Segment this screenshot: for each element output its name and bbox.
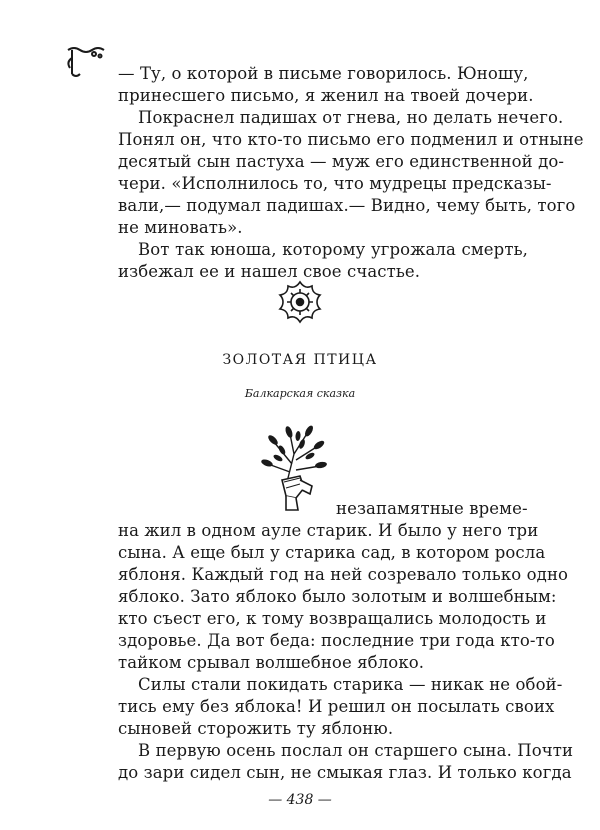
text-line: кто съест его, к тому возвращались молодость и [118, 609, 547, 628]
rosette-ornament-icon [274, 279, 326, 325]
text-line: тись ему без яблока! И решил он посылать своих [118, 697, 555, 716]
text-line: сына. А еще был у старика сад, в котором росла [118, 543, 546, 562]
story-title: ЗОЛОТАЯ ПТИЦА [222, 352, 378, 368]
text-line: вали,— подумал падишах.— Видно, чему быть, того [118, 196, 576, 215]
text-line: здоровье. Да вот беда: последние три года кто-то [118, 631, 555, 650]
text-line: избежал ее и нашел свое счастье. [118, 262, 421, 281]
text-line: Покраснел падишах от гнева, но делать нечего. [138, 108, 564, 127]
corner-ornament-icon [60, 44, 108, 80]
text-line: Силы стали покидать старика — никак не обой- [138, 675, 563, 694]
text-line: яблоня. Каждый год на ней созревало только одно [118, 565, 569, 584]
drop-cap-branch-illustration-icon [256, 424, 336, 514]
text-line: на жил в одном ауле старик. И было у него три [118, 521, 539, 540]
text-line: В первую осень послал он старшего сына. Почти [138, 741, 574, 760]
text-line: чери. «Исполнилось то, что мудрецы предсказы- [118, 174, 552, 193]
text-line: десятый сын пастуха — муж его единственной до- [118, 152, 565, 171]
story-subtitle: Балкарская сказка [244, 387, 356, 400]
text-line: сыновей сторожить ту яблоню. [118, 719, 394, 738]
text-line: яблоко. Зато яблоко было золотым и волшебным: [118, 587, 557, 606]
page-number: — 438 — [268, 792, 332, 808]
text-line: тайком срывал волшебное яблоко. [118, 653, 425, 672]
text-line: незапамятные време- [336, 499, 528, 518]
text-line: не миновать». [118, 218, 243, 237]
text-line: до зари сидел сын, не смыкая глаз. И только когда [118, 763, 572, 782]
text-line: Вот так юноша, которому угрожала смерть, [138, 240, 528, 259]
text-line: — Ту, о которой в письме говорилось. Юношу, [118, 64, 529, 83]
text-line: принесшего письмо, я женил на твоей дочери. [118, 86, 534, 105]
text-line: Понял он, что кто-то письмо его подменил и отныне [118, 130, 584, 149]
